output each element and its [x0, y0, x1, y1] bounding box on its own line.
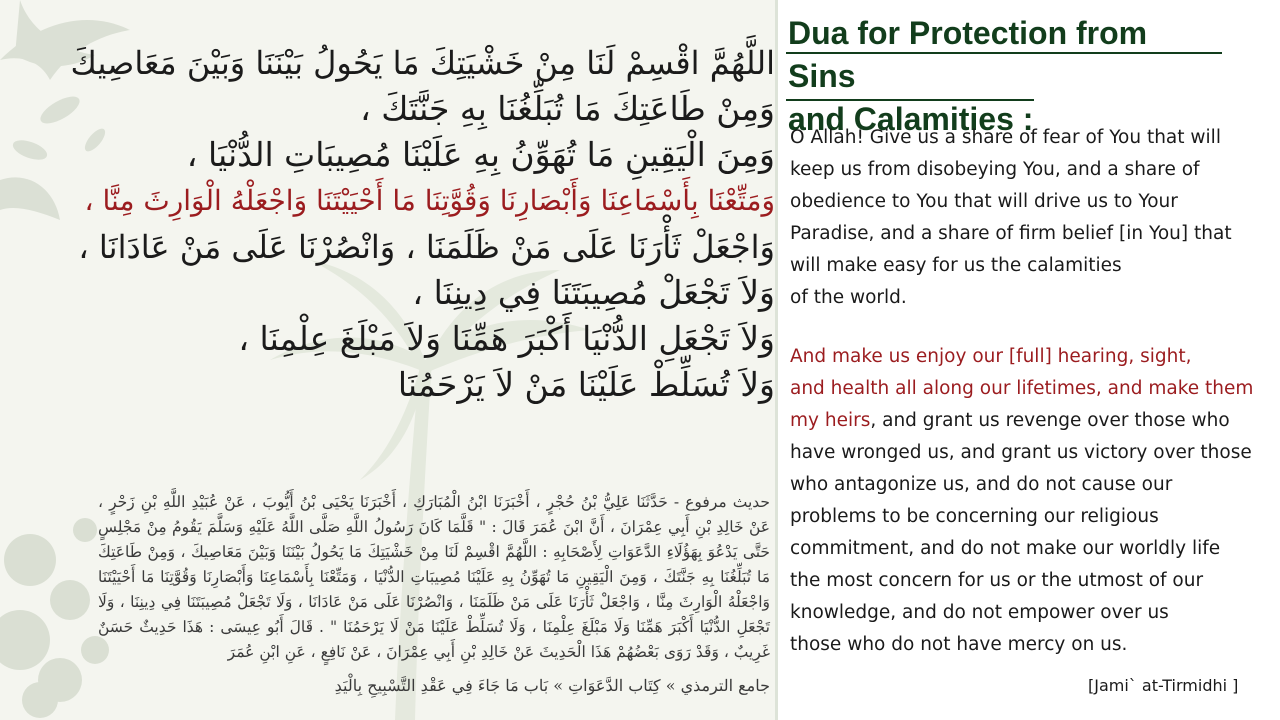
- translation-line: problems to be concerning our religious: [790, 506, 1159, 527]
- translation-line: who antagonize us, and do not cause our: [790, 474, 1173, 495]
- arabic-line: وَلاَ تَجْعَلِ الدُّنْيَا أَكْبَرَ هَمِّنَا وَلاَ مَبْلَغَ عِلْمِنَا ،: [238, 319, 775, 358]
- translation-line: will make easy for us the calamities: [790, 255, 1122, 276]
- highlighted-text: my heirs: [790, 410, 871, 431]
- translation-main: [790, 341, 1280, 661]
- translation-text: , and grant us revenge over those who: [870, 410, 1230, 431]
- arabic-line: وَلاَ تَجْعَلْ مُصِيبَتَنَا فِي دِينِنَا ،: [412, 273, 775, 312]
- title-underline: [786, 52, 1222, 54]
- translation-line-highlighted: And make us enjoy our [full] hearing, sight,: [790, 346, 1192, 367]
- english-panel: [778, 0, 1280, 720]
- translation-line: Paradise, and a share of firm belief [in You] that: [790, 223, 1232, 244]
- translation-line: O Allah! Give us a share of fear of You that will: [790, 127, 1221, 148]
- arabic-line: اللَّهُمَّ اقْسِمْ لَنَا مِنْ خَشْيَتِكَ مَا يَحُولُ بَيْنَنَا وَبَيْنَ مَعَاصِيكَ: [70, 44, 775, 82]
- translation-line: [790, 405, 1280, 437]
- hadith-narration: حديث مرفوع - حَدَّثَنَا عَلِيُّ بْنُ حُجْرٍ ، أَخْبَرَنَا ابْنُ الْمُبَارَكِ ، أَخْبَرَنَا يَحْيَى بْنُ أَيُّوبَ ، عَنْ عُبَيْدِ اللَّهِ بْنِ زَحْرٍ ، عَنْ خَالِدِ بْنِ أَبِي عِمْرَانَ ، أَنَّ ابْنَ عُمَرَ قَالَ : " قَلَّمَا كَانَ رَسُولُ اللَّهِ صَلَّى اللَّهُ عَلَيْهِ وَسَلَّمَ يَقُومُ مِنْ مَجْلِسٍ حَتَّى يَدْعُوَ بِهَؤُلَاءِ الدَّعَوَاتِ لِأَصْحَابِهِ : اللَّهُمَّ اقْسِمْ لَنَا مِنْ خَشْيَتِكَ مَا يَحُولُ بَيْنَنَا وَبَيْنَ مَعَاصِيكَ ، وَمِنْ طَاعَتِكَ مَا تُبَلِّغُنَا بِهِ جَنَّتَكَ ، وَمِنَ الْيَقِينِ مَا تُهَوِّنُ بِهِ عَلَيْنَا مُصِيبَاتِ الدُّنْيَا ، وَمَتِّعْنَا بِأَسْمَاعِنَا وَأَبْصَارِنَا وَقُوَّتِنَا مَا أَحْيَيْتَنَا وَاجْعَلْهُ الْوَارِثَ مِنَّا ، وَاجْعَلْ ثَأْرَنَا عَلَى مَنْ ظَلَمَنَا ، وَانْصُرْنَا عَلَى مَنْ عَادَانَا ، وَلَا تَجْعَلْ مُصِيبَتَنَا فِي دِينِنَا ، وَلَا تَجْعَلِ الدُّنْيَا أَكْبَرَ هَمِّنَا وَلَا مَبْلَغَ عِلْمِنَا ، وَلَا تُسَلِّطْ عَلَيْنَا مَنْ لَا يَرْحَمُنَا " . قَالَ أَبُو عِيسَى : هَذَا حَدِيثٌ حَسَنٌ غَرِيبٌ ، وَقَدْ رَوَى بَعْضُهُمْ هَذَا الْحَدِيثَ عَنْ خَالِدِ بْنِ أَبِي عِمْرَانَ ، عَنْ نَافِعٍ ، عَنِ ابْنِ عُمَرَ: [98, 493, 770, 661]
- translation-line: the most concern for us or the utmost of our: [790, 570, 1204, 591]
- title-underline: [786, 99, 1034, 101]
- translation-line: knowledge, and do not empower over us: [790, 602, 1169, 623]
- arabic-line: وَلاَ تُسَلِّطْ عَلَيْنَا مَنْ لاَ يَرْحَمُنَا: [397, 365, 775, 404]
- translation-line: have wronged us, and grant us victory over those: [790, 442, 1252, 463]
- arabic-line: وَاجْعَلْ ثَأْرَنَا عَلَى مَنْ ظَلَمَنَا ، وَانْصُرْنَا عَلَى مَنْ عَادَانَا ،: [78, 228, 775, 266]
- arabic-line: وَمِنْ طَاعَتِكَ مَا تُبَلِّغُنَا بِهِ جَنَّتَكَ ،: [360, 89, 775, 128]
- translation-line-highlighted: and health all along our lifetimes, and make them: [790, 378, 1254, 399]
- translation-line: of the world.: [790, 287, 907, 308]
- translation-line: those who do not have mercy on us.: [790, 634, 1128, 655]
- translation-line: commitment, and do not make our worldly life: [790, 538, 1221, 559]
- translation-line: keep us from disobeying You, and a share of: [790, 159, 1200, 180]
- arabic-line-highlighted: وَمَتِّعْنَا بِأَسْمَاعِنَا وَأَبْصَارِنَا وَقُوَّتِنَا مَا أَحْيَيْتَنَا وَاجْعَلْهُ الْوَارِثَ مِنَّا ،: [84, 184, 775, 217]
- title-line: Dua for Protection from Sins: [788, 15, 1148, 94]
- translation-intro: [790, 122, 1275, 314]
- source-citation: [Jami` at-Tirmidhi ]: [1088, 676, 1239, 695]
- translation-line: obedience to You that will drive us to Your: [790, 191, 1178, 212]
- title-line: and Calamities :: [788, 101, 1034, 137]
- arabic-line: وَمِنَ الْيَقِينِ مَا تُهَوِّنُ بِهِ عَلَيْنَا مُصِيبَاتِ الدُّنْيَا ،: [186, 135, 775, 174]
- arabic-dua: [70, 40, 775, 408]
- arabic-reference: جامع الترمذي » كِتَاب الدَّعَوَاتِ » بَاب مَا جَاءَ فِي عَقْدِ التَّسْبِيحِ بِالْيَدِ: [334, 676, 770, 695]
